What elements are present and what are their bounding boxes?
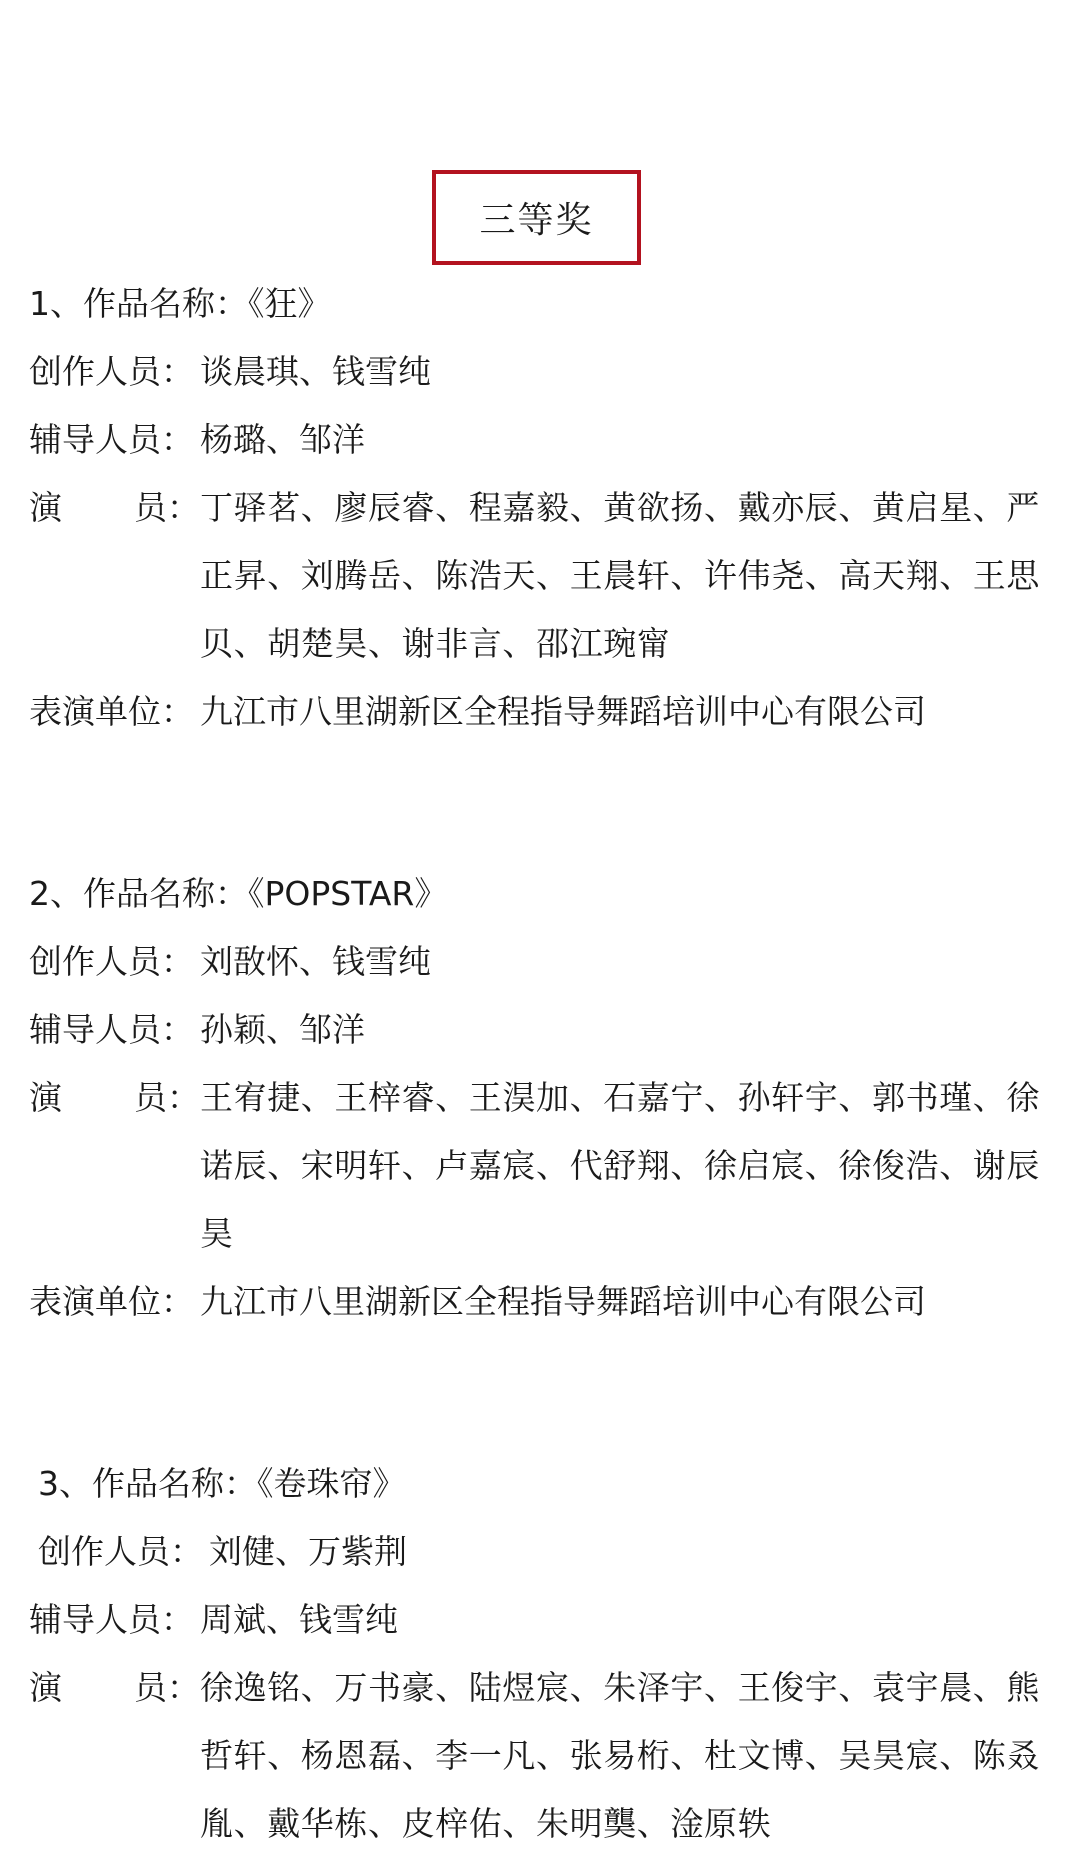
- award-entry-3: [29, 1450, 1059, 1858]
- coaches-value: 孙颖、邹洋: [200, 1010, 365, 1049]
- performers-label: [29, 474, 200, 678]
- coaches-label: 辅导人员：: [29, 420, 194, 459]
- creators-value: 谈晨琪、钱雪纯: [200, 352, 431, 391]
- performers-label-a: 演: [29, 488, 62, 527]
- unit-line: [29, 1268, 1059, 1336]
- coaches-line: [29, 406, 1059, 474]
- performers-label: [29, 1654, 200, 1858]
- performers-label-a: 演: [29, 1668, 62, 1707]
- creators-line: [29, 1518, 1059, 1586]
- coaches-line: [29, 996, 1059, 1064]
- creators-line: [29, 928, 1059, 996]
- entry-number: 1、: [29, 284, 83, 323]
- performers-label-b: 员：: [134, 1668, 200, 1707]
- coaches-label: 辅导人员：: [29, 1600, 194, 1639]
- entry-title-label: 作品名称：: [92, 1464, 257, 1503]
- entry-title: 《卷珠帘》: [257, 1464, 406, 1503]
- entry-number: 3、: [38, 1464, 92, 1503]
- entry-title: 《狂》: [248, 284, 331, 323]
- entry-number: 2、: [29, 874, 83, 913]
- performers-value: 丁驿茗、廖辰睿、程嘉毅、黄欲扬、戴亦辰、黄启星、严正昇、刘腾岳、陈浩天、王晨轩、许伟尧、高天翔、王思贝、胡楚昊、谢非言、邵江琬甯: [200, 488, 1040, 663]
- coaches-value: 周斌、钱雪纯: [200, 1600, 398, 1639]
- entry-title-line: [29, 860, 1059, 928]
- performers-label-b: 员：: [134, 488, 200, 527]
- entry-title: 《POPSTAR》: [248, 874, 448, 913]
- creators-label: 创作人员：: [29, 942, 194, 981]
- creators-line: [29, 338, 1059, 406]
- creators-value: 刘健、万紫荆: [209, 1532, 407, 1571]
- entry-title-label: 作品名称：: [83, 874, 248, 913]
- performers-line: [29, 474, 1059, 678]
- performers-line: [29, 1654, 1059, 1858]
- coaches-label: 辅导人员：: [29, 1010, 194, 1049]
- entry-title-label: 作品名称：: [83, 284, 248, 323]
- performers-line: [29, 1064, 1059, 1268]
- entry-title-line: [29, 1450, 1059, 1518]
- performers-label-b: 员：: [134, 1078, 200, 1117]
- unit-label: 表演单位：: [29, 1282, 194, 1321]
- unit-line: [29, 678, 1059, 746]
- performers-label: [29, 1064, 200, 1268]
- performers-value: 徐逸铭、万书豪、陆煜宸、朱泽宇、王俊宇、袁宇晨、熊哲轩、杨恩磊、李一凡、张易桁、杜文博、吴昊宸、陈叒胤、戴华栋、皮梓佑、朱明龑、淦原轶: [200, 1668, 1040, 1843]
- award-entry-2: [29, 860, 1059, 1336]
- creators-label: 创作人员：: [38, 1532, 203, 1571]
- unit-value: 九江市八里湖新区全程指导舞蹈培训中心有限公司: [200, 1282, 926, 1321]
- coaches-line: [29, 1586, 1059, 1654]
- entry-title-line: [29, 270, 1059, 338]
- performers-label-a: 演: [29, 1078, 62, 1117]
- creators-value: 刘敔怀、钱雪纯: [200, 942, 431, 981]
- award-entry-1: [29, 270, 1059, 746]
- coaches-value: 杨璐、邹洋: [200, 420, 365, 459]
- unit-value: 九江市八里湖新区全程指导舞蹈培训中心有限公司: [200, 692, 926, 731]
- creators-label: 创作人员：: [29, 352, 194, 391]
- performers-value: 王宥捷、王梓睿、王淏加、石嘉宁、孙轩宇、郭书瑾、徐诺辰、宋明轩、卢嘉宸、代舒翔、徐启宸、徐俊浩、谢辰昊: [200, 1078, 1040, 1253]
- award-heading: 三等奖: [432, 170, 641, 265]
- unit-label: 表演单位：: [29, 692, 194, 731]
